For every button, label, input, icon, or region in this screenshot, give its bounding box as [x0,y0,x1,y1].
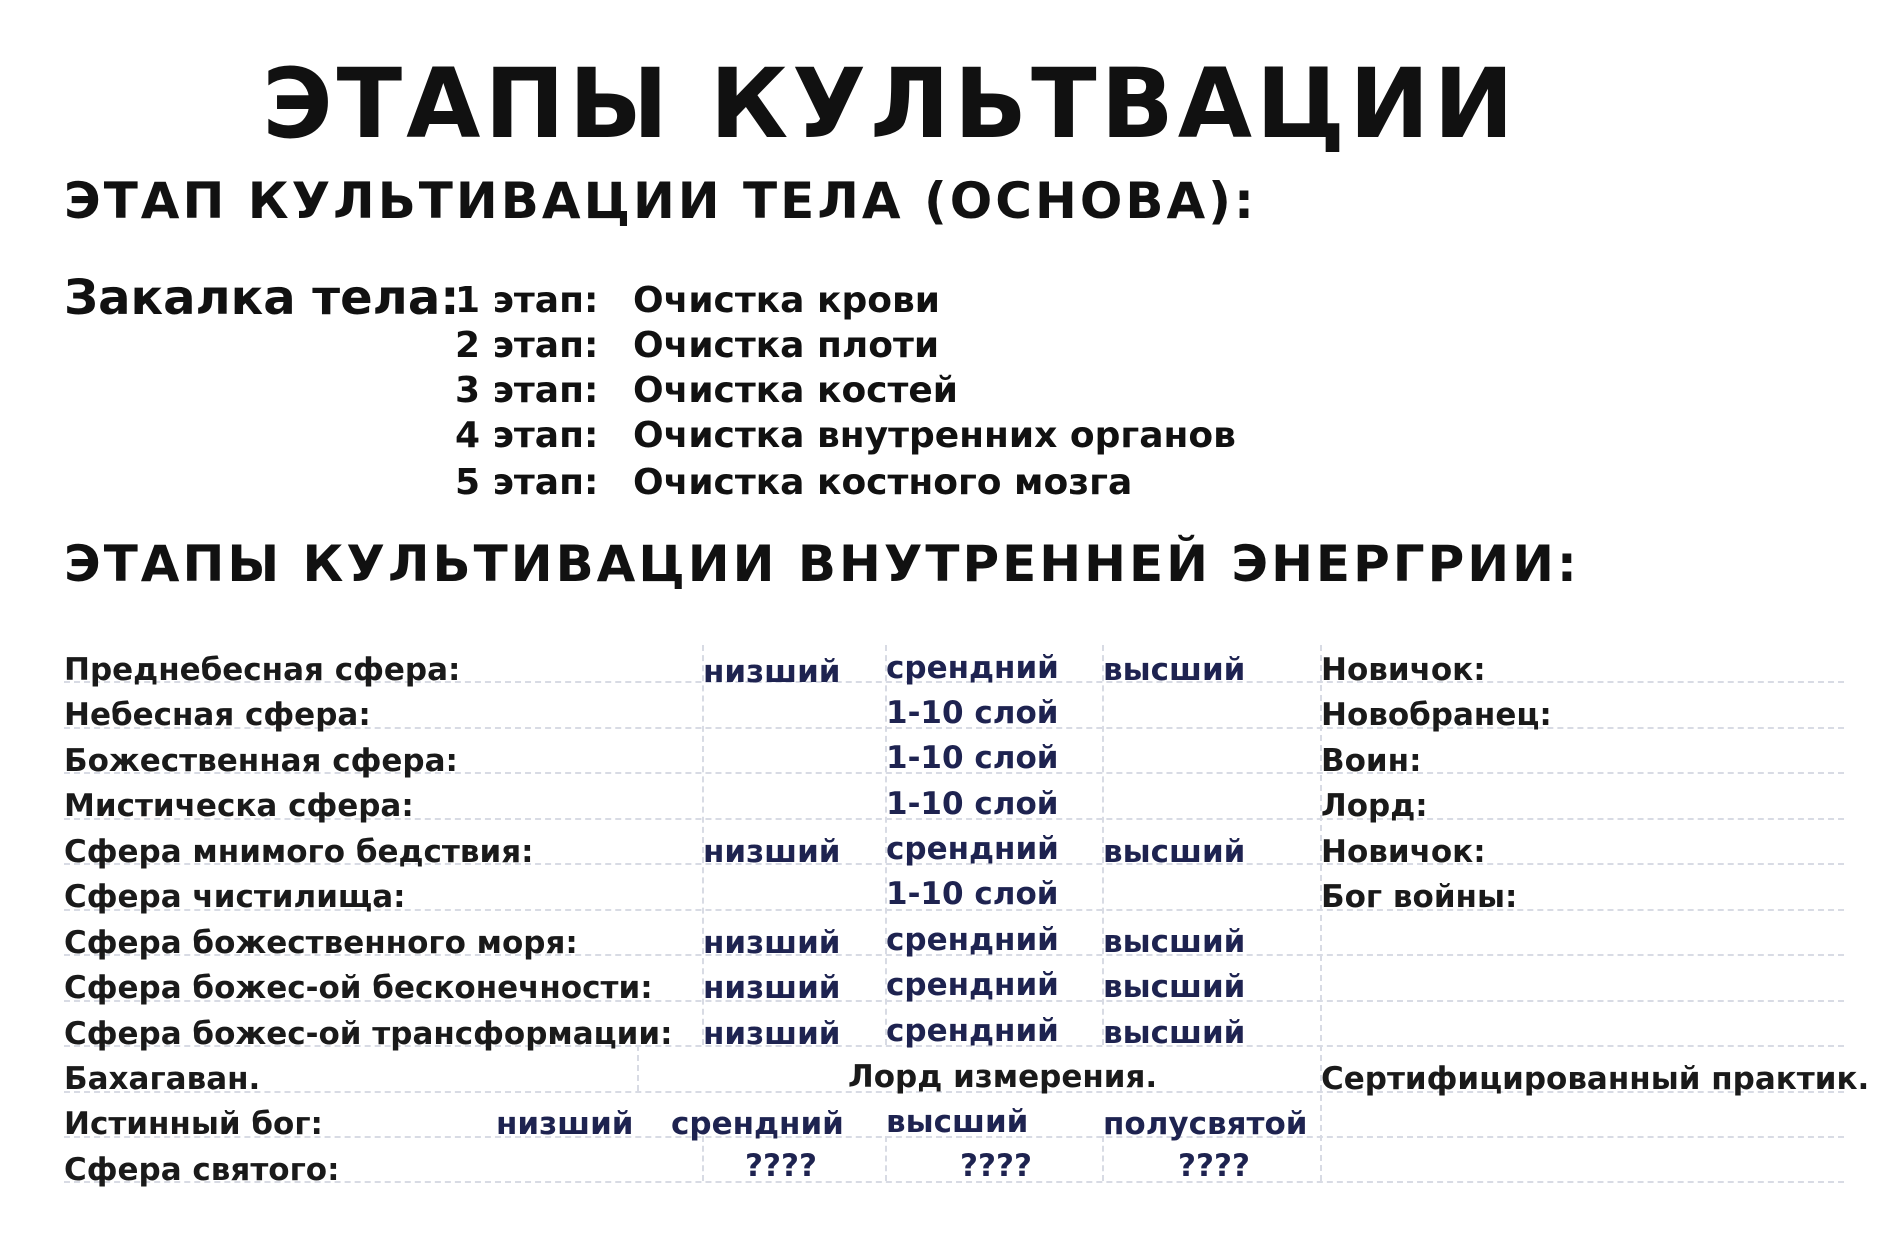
level-low: низший [703,925,841,961]
stage-name: Очистка костного мозга [633,462,1133,503]
rank-title: Лорд: [1321,788,1428,824]
energy-section-heading: ЭТАПЫ КУЛЬТИВАЦИИ ВНУТРЕННЕЙ ЭНЕРГРИИ: [64,535,1580,593]
stage-number: 2 этап: [455,325,599,366]
level-low: низший [703,834,841,870]
sphere-name: Истинный бог: [64,1106,323,1142]
level-layers: 1-10 слой [886,695,1059,731]
stage-number: 5 этап: [455,462,599,503]
level-layers: 1-10 слой [886,740,1059,776]
dimension-lord-label: Лорд измерения. [848,1059,1158,1095]
level-mid: срендний [886,1013,1059,1049]
level-mid: срендний [886,650,1059,686]
rank-title: Сертифицированный практик. [1321,1061,1870,1097]
stage-name: Очистка крови [633,280,940,321]
sphere-name: Бахагаван. [64,1061,261,1097]
level-high: высший [1103,652,1246,688]
level-high: высший [1103,969,1246,1005]
level-mid: срендний [886,922,1059,958]
sphere-name: Преднебесная сфера: [64,652,461,688]
stage-number: 1 этап: [455,280,599,321]
level-low: низший [496,1106,634,1142]
unknown-level: ???? [745,1148,817,1184]
body-section-heading: ЭТАП КУЛЬТИВАЦИИ ТЕЛА (ОСНОВА): [64,172,1257,230]
level-low: низший [703,654,841,690]
sphere-name: Божественная сфера: [64,743,458,779]
sphere-name: Сфера святого: [64,1152,340,1188]
level-layers: 1-10 слой [886,876,1059,912]
sphere-name: Небесная сфера: [64,697,371,733]
level-high: высший [886,1104,1029,1140]
level-low: низший [703,970,841,1006]
rank-title: Бог войны: [1321,879,1518,915]
body-tempering-label: Закалка тела: [64,270,460,326]
level-demi-saint: полусвятой [1103,1106,1308,1142]
rank-title: Новичок: [1321,652,1486,688]
sphere-name: Сфера божес-ой трансформации: [64,1016,673,1052]
level-high: высший [1103,834,1246,870]
level-high: высший [1103,924,1246,960]
level-high: высший [1103,1015,1246,1051]
sphere-name: Сфера божес-ой бесконечности: [64,970,653,1006]
level-layers: 1-10 слой [886,786,1059,822]
stage-name: Очистка костей [633,370,959,411]
page-title: ЭТАПЫ КУЛЬТВАЦИИ [262,48,1518,160]
sphere-name: Сфера божественного моря: [64,925,578,961]
stage-number: 3 этап: [455,370,599,411]
level-mid: срендний [671,1106,844,1142]
level-mid: срендний [886,831,1059,867]
stage-name: Очистка плоти [633,325,940,366]
sphere-name: Сфера чистилища: [64,879,406,915]
level-low: низший [703,1016,841,1052]
stage-name: Очистка внутренних органов [633,415,1236,456]
level-mid: срендний [886,967,1059,1003]
sphere-name: Мистическа сфера: [64,788,414,824]
grid-line [885,1136,887,1181]
sphere-name: Сфера мнимого бедствия: [64,834,534,870]
stage-number: 4 этап: [455,415,599,456]
rank-title: Новичок: [1321,834,1486,870]
unknown-level: ???? [960,1148,1032,1184]
rank-title: Воин: [1321,743,1422,779]
rank-title: Новобранец: [1321,697,1552,733]
unknown-level: ???? [1178,1148,1250,1184]
